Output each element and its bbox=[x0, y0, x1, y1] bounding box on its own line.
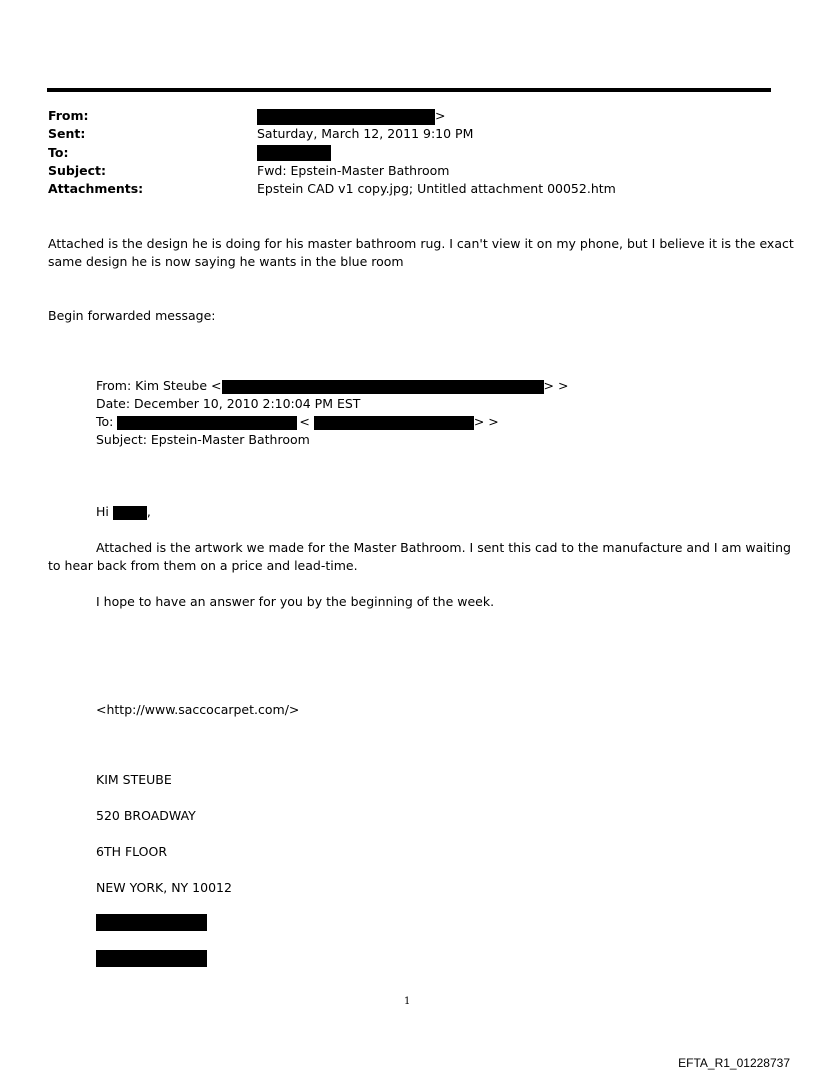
signature-address-3: NEW YORK, NY 10012 bbox=[96, 880, 232, 895]
redaction-box bbox=[257, 145, 331, 161]
signature-address-2: 6TH FLOOR bbox=[96, 844, 168, 859]
subject-label: Subject: bbox=[48, 163, 106, 178]
subject-value: Fwd: Epstein-Master Bathroom bbox=[257, 163, 450, 178]
fwd-from-suffix: > > bbox=[543, 378, 569, 393]
signature-address-1: 520 BROADWAY bbox=[96, 808, 196, 823]
from-value bbox=[257, 108, 445, 125]
fwd-subject: Subject: Epstein-Master Bathroom bbox=[96, 432, 310, 447]
greeting-word: Hi bbox=[96, 504, 109, 519]
sent-label: Sent: bbox=[48, 126, 86, 141]
attachments-value: Epstein CAD v1 copy.jpg; Untitled attachment 00052.htm bbox=[257, 181, 616, 196]
greeting-comma: , bbox=[146, 504, 151, 519]
fwd-greeting bbox=[96, 503, 151, 521]
from-suffix: > bbox=[435, 108, 446, 123]
fwd-date: Date: December 10, 2010 2:10:04 PM EST bbox=[96, 396, 361, 411]
redaction-box bbox=[222, 380, 544, 394]
body-para1-line2: same design he is now saying he wants in the blue room bbox=[48, 254, 404, 269]
fwd-from bbox=[96, 377, 568, 395]
forward-intro: Begin forwarded message: bbox=[48, 308, 216, 323]
to-label: To: bbox=[48, 145, 69, 160]
header-rule bbox=[47, 88, 771, 92]
fwd-to-suffix: > > bbox=[473, 414, 499, 429]
sent-value: Saturday, March 12, 2011 9:10 PM bbox=[257, 126, 474, 141]
attachments-label: Attachments: bbox=[48, 181, 144, 196]
fwd-para1-line1: Attached is the artwork we made for the Master Bathroom. I sent this cad to the manufacture and I am waiting bbox=[96, 540, 791, 555]
fwd-from-prefix: From: Kim Steube < bbox=[96, 378, 222, 393]
fwd-to-prefix: To: bbox=[96, 414, 114, 429]
redaction-box bbox=[314, 416, 474, 430]
fwd-para2: I hope to have an answer for you by the beginning of the week. bbox=[96, 594, 495, 609]
fwd-to-mid: < bbox=[299, 414, 310, 429]
redaction-box bbox=[96, 914, 207, 931]
redaction-box bbox=[113, 506, 147, 520]
fwd-to bbox=[96, 413, 499, 431]
body-para1-line1: Attached is the design he is doing for his master bathroom rug. I can't view it on my phone, but I believe it is the exact bbox=[48, 236, 794, 251]
fwd-para1-line2: to hear back from them on a price and lead-time. bbox=[48, 558, 358, 573]
to-value bbox=[257, 144, 331, 161]
redaction-box bbox=[96, 950, 207, 967]
redaction-box bbox=[257, 109, 435, 125]
redaction-box bbox=[117, 416, 297, 430]
sacco-link[interactable]: <http://www.saccocarpet.com/> bbox=[96, 702, 300, 717]
page-number: 1 bbox=[404, 996, 411, 1007]
document-id: EFTA_R1_01228737 bbox=[678, 1056, 790, 1070]
signature-name: KIM STEUBE bbox=[96, 772, 172, 787]
from-label: From: bbox=[48, 108, 89, 123]
